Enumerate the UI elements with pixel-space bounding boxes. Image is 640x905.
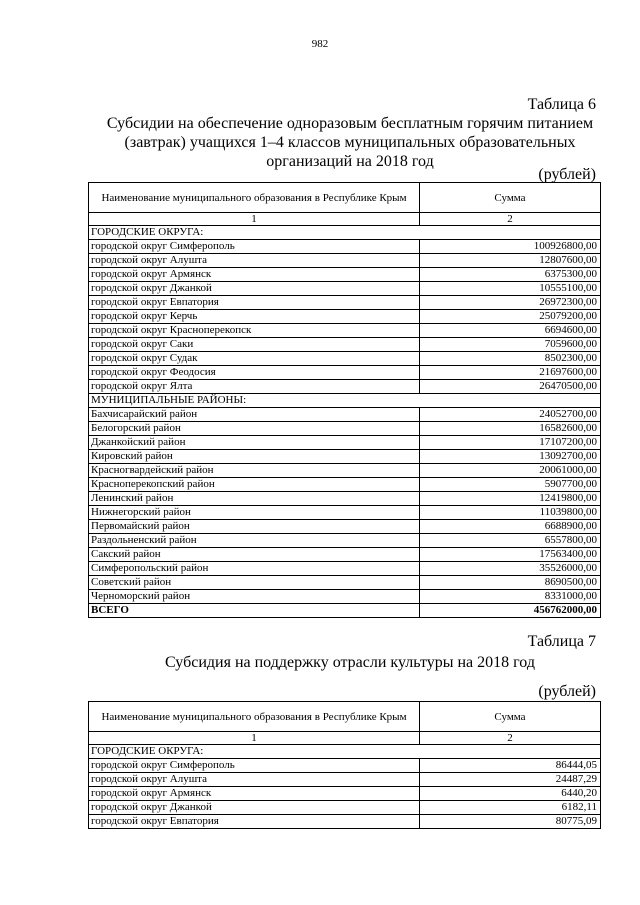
- amount: 26470500,00: [420, 380, 601, 394]
- header-name: Наименование муниципального образования в Республике Крым: [89, 702, 420, 732]
- section-urban: ГОРОДСКИЕ ОКРУГА:: [89, 745, 601, 759]
- amount: 26972300,00: [420, 296, 601, 310]
- municipality-name: городской округ Ялта: [89, 380, 420, 394]
- table-row: [89, 366, 601, 380]
- amount: 10555100,00: [420, 282, 601, 296]
- table-row: [89, 324, 601, 338]
- table-row: [89, 576, 601, 590]
- municipality-name: городской округ Евпатория: [89, 296, 420, 310]
- section-row: [89, 394, 601, 408]
- header-sum: Сумма: [420, 702, 601, 732]
- table-row: [89, 296, 601, 310]
- page-number: 982: [311, 38, 329, 50]
- table6-title: [90, 114, 610, 171]
- amount: 8331000,00: [420, 590, 601, 604]
- column-number-row: [89, 732, 601, 745]
- section-districts: МУНИЦИПАЛЬНЫЕ РАЙОНЫ:: [89, 394, 601, 408]
- amount: 16582600,00: [420, 422, 601, 436]
- table-row: [89, 268, 601, 282]
- table6-title-line: Субсидии на обеспечение одноразовым бесплатным горячим питанием: [106, 115, 594, 132]
- total-row: [89, 604, 601, 618]
- amount: 17563400,00: [420, 548, 601, 562]
- municipality-name: Сакский район: [89, 548, 420, 562]
- amount: 80775,09: [420, 815, 601, 829]
- table6-title-line: (завтрак) учащихся 1–4 классов муниципальных образовательных: [124, 134, 576, 151]
- table-row: [89, 787, 601, 801]
- table-header-row: [89, 702, 601, 732]
- table-row: [89, 352, 601, 366]
- table-row: [89, 310, 601, 324]
- table-row: [89, 240, 601, 254]
- amount: 8502300,00: [420, 352, 601, 366]
- municipality-name: городской округ Феодосия: [89, 366, 420, 380]
- amount: 6375300,00: [420, 268, 601, 282]
- municipality-name: Симферопольский район: [89, 562, 420, 576]
- municipality-name: городской округ Красноперекопск: [89, 324, 420, 338]
- amount: 12807600,00: [420, 254, 601, 268]
- table-row: [89, 562, 601, 576]
- municipality-name: городской округ Алушта: [89, 773, 420, 787]
- table-header-row: [89, 183, 601, 213]
- amount: 35526000,00: [420, 562, 601, 576]
- table-row: [89, 450, 601, 464]
- table-row: [89, 506, 601, 520]
- municipality-name: Бахчисарайский район: [89, 408, 420, 422]
- table-row: [89, 422, 601, 436]
- table-row: [89, 380, 601, 394]
- amount: 6440,20: [420, 787, 601, 801]
- table-row: [89, 254, 601, 268]
- municipality-name: городской округ Джанкой: [89, 282, 420, 296]
- amount: 17107200,00: [420, 436, 601, 450]
- amount: 456762000,00: [420, 604, 601, 618]
- amount: 8690500,00: [420, 576, 601, 590]
- municipality-name: Советский район: [89, 576, 420, 590]
- amount: 25079200,00: [420, 310, 601, 324]
- col-number: 1: [89, 732, 420, 745]
- amount: 7059600,00: [420, 338, 601, 352]
- amount: 24487,29: [420, 773, 601, 787]
- municipality-name: городской округ Судак: [89, 352, 420, 366]
- amount: 21697600,00: [420, 366, 601, 380]
- municipality-name: городской округ Джанкой: [89, 801, 420, 815]
- table-row: [89, 464, 601, 478]
- amount: 100926800,00: [420, 240, 601, 254]
- municipality-name: городской округ Саки: [89, 338, 420, 352]
- amount: 20061000,00: [420, 464, 601, 478]
- table7-unit: (рублей): [538, 683, 596, 700]
- header-name: Наименование муниципального образования в Республике Крым: [89, 183, 420, 213]
- municipality-name: городской округ Симферополь: [89, 759, 420, 773]
- section-row: [89, 226, 601, 240]
- municipality-name: городской округ Армянск: [89, 787, 420, 801]
- amount: 11039800,00: [420, 506, 601, 520]
- municipality-name: Ленинский район: [89, 492, 420, 506]
- table-row: [89, 773, 601, 787]
- table7: [88, 701, 601, 829]
- header-sum: Сумма: [420, 183, 601, 213]
- section-row: [89, 745, 601, 759]
- municipality-name: Джанкойский район: [89, 436, 420, 450]
- table7-label: Таблица 7: [527, 633, 596, 650]
- amount: 13092700,00: [420, 450, 601, 464]
- amount: 6694600,00: [420, 324, 601, 338]
- municipality-name: Нижнегорский район: [89, 506, 420, 520]
- municipality-name: Черноморский район: [89, 590, 420, 604]
- table-row: [89, 590, 601, 604]
- table6-unit: (рублей): [538, 166, 596, 183]
- municipality-name: городской округ Керчь: [89, 310, 420, 324]
- table-row: [89, 408, 601, 422]
- table6-title-line: организаций на 2018 год: [266, 153, 434, 170]
- municipality-name: городской округ Алушта: [89, 254, 420, 268]
- col-number: 2: [420, 732, 601, 745]
- table6-label: Таблица 6: [527, 96, 596, 113]
- municipality-name: Красноперекопский район: [89, 478, 420, 492]
- amount: 6557800,00: [420, 534, 601, 548]
- table-row: [89, 478, 601, 492]
- table-row: [89, 759, 601, 773]
- table-row: [89, 534, 601, 548]
- municipality-name: городской округ Армянск: [89, 268, 420, 282]
- table-row: [89, 282, 601, 296]
- amount: 5907700,00: [420, 478, 601, 492]
- amount: 12419800,00: [420, 492, 601, 506]
- table7-title: Субсидия на поддержку отрасли культуры на 2018 год: [165, 654, 535, 671]
- amount: 24052700,00: [420, 408, 601, 422]
- table-row: [89, 520, 601, 534]
- table-row: [89, 492, 601, 506]
- col-number: 1: [89, 213, 420, 226]
- table-row: [89, 338, 601, 352]
- municipality-name: Раздольненский район: [89, 534, 420, 548]
- amount: 86444,05: [420, 759, 601, 773]
- municipality-name: Первомайский район: [89, 520, 420, 534]
- municipality-name: городской округ Евпатория: [89, 815, 420, 829]
- column-number-row: [89, 213, 601, 226]
- table-row: [89, 548, 601, 562]
- amount: 6688900,00: [420, 520, 601, 534]
- section-urban: ГОРОДСКИЕ ОКРУГА:: [89, 226, 601, 240]
- col-number: 2: [420, 213, 601, 226]
- table6: [88, 182, 601, 618]
- municipality-name: Белогорский район: [89, 422, 420, 436]
- table-row: [89, 815, 601, 829]
- municipality-name: ВСЕГО: [89, 604, 420, 618]
- amount: 6182,11: [420, 801, 601, 815]
- municipality-name: Кировский район: [89, 450, 420, 464]
- municipality-name: Красногвардейский район: [89, 464, 420, 478]
- table-row: [89, 801, 601, 815]
- municipality-name: городской округ Симферополь: [89, 240, 420, 254]
- table-row: [89, 436, 601, 450]
